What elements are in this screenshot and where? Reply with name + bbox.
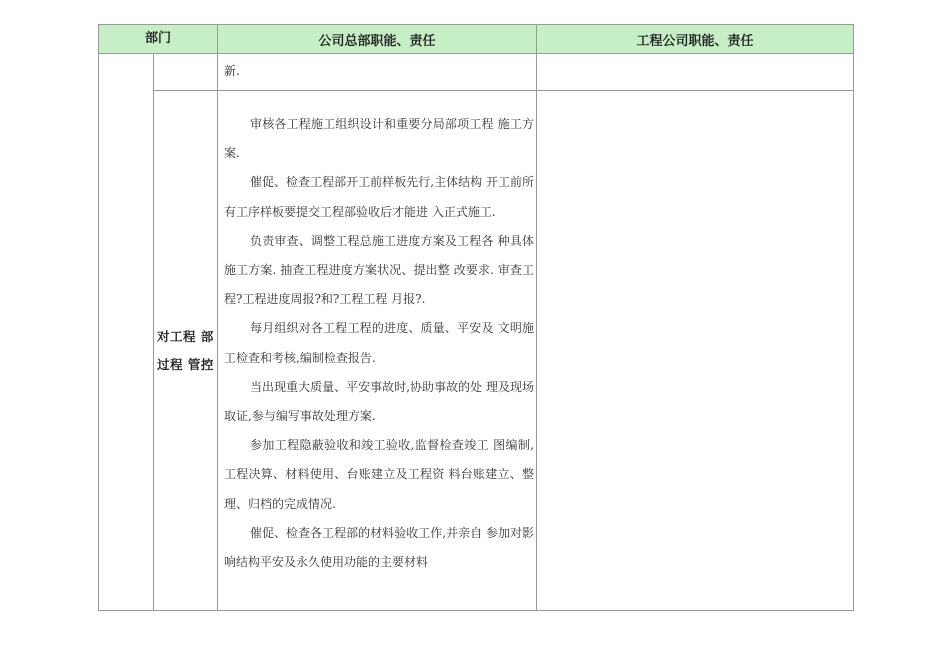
duty-paragraph: 催促、检查各工程部的材料验收工作,并亲自 参加对影响结构平安及永久使用功能的主要材料 bbox=[224, 525, 535, 570]
duty-paragraph: 每月组织对各工程工程的进度、质量、平安及 文明施工检查和考核,编制检查报告. bbox=[224, 321, 535, 365]
dept-cell bbox=[99, 54, 154, 611]
duty-paragraph: 审核各工程施工组织设计和重要分局部项工程 施工方案. bbox=[224, 117, 535, 161]
sub-dept-cell bbox=[154, 54, 218, 91]
header-row bbox=[99, 25, 854, 54]
duty-paragraph: 催促、检查工程部开工前样板先行,主体结构 开工前所有工序样板要提交工程部验收后才能进 入正式施工. bbox=[224, 175, 535, 219]
eng-duty-cell bbox=[537, 54, 854, 91]
header-hq-duties: 公司总部职能、责任 bbox=[218, 25, 537, 54]
duties-table bbox=[98, 24, 854, 611]
sub-dept-label bbox=[154, 91, 218, 611]
table-row bbox=[99, 54, 854, 91]
sub-dept-label-line1: 对工程 部 bbox=[157, 328, 214, 344]
duty-paragraph: 负责审查、调整工程总施工进度方案及工程各 种具体施工方案. 抽查工程进度方案状况、提出整 改要求. 审查工程?工程进度周报?和?工程工程 月报?. bbox=[224, 233, 535, 307]
hq-duty-cell: 新. bbox=[218, 54, 537, 91]
duty-paragraph: 当出现重大质量、平安事故时,协助事故的处 理及现场取证,参与编写事故处理方案. bbox=[224, 379, 535, 424]
header-eng-duties: 工程公司职能、责任 bbox=[537, 25, 854, 54]
duty-paragraph: 参加工程隐蔽验收和竣工验收,监督检查竣工 图编制,工程决算、材料使用、台账建立及工程资 料台账建立、整理、归档的完成情况. bbox=[224, 438, 535, 511]
table-row bbox=[99, 91, 854, 611]
sub-dept-label-line2: 过程 管控 bbox=[157, 356, 214, 372]
header-dept: 部门 bbox=[99, 25, 218, 54]
hq-duty-cell bbox=[218, 91, 537, 611]
eng-duty-cell bbox=[537, 91, 854, 611]
